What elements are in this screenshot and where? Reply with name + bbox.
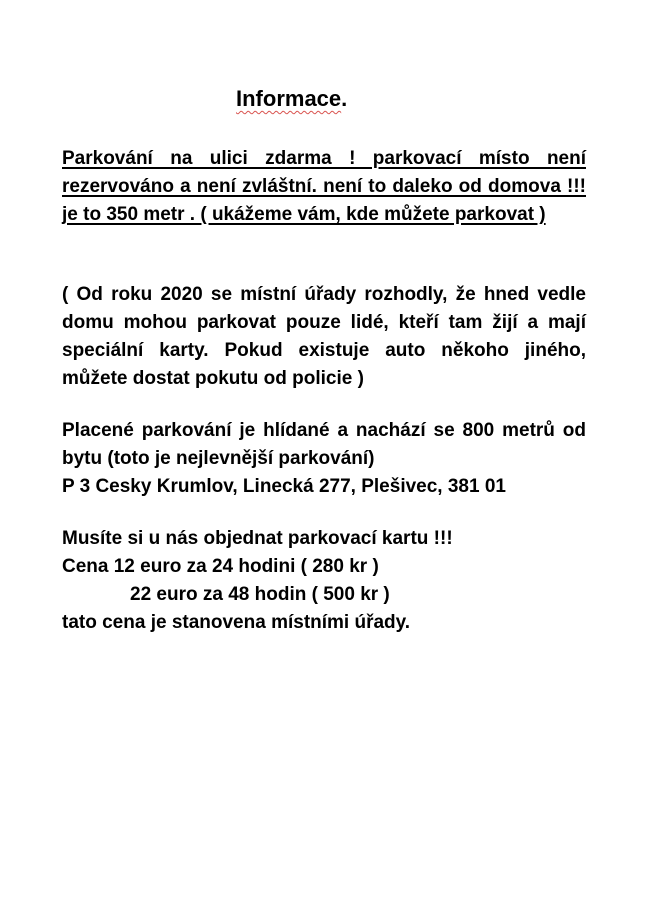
- parking-card-heading: Musíte si u nás objednat parkovací kartu !!!: [62, 528, 453, 549]
- parking-card-section: [62, 525, 586, 637]
- parking-address: P 3 Cesky Krumlov, Linecká 277, Plešivec, 381 01: [62, 476, 506, 497]
- price-line-48h: 22 euro za 48 hodin ( 500 kr ): [130, 584, 390, 605]
- title-period: .: [341, 86, 348, 111]
- page-title: [236, 86, 347, 112]
- paid-parking-section: [62, 417, 586, 501]
- title-word: Informace: [236, 86, 342, 111]
- free-parking-paragraph: Parkování na ulici zdarma ! parkovací místo není rezervováno a není zvláštní. není to daleko od domova !!! je to 350 metr . ( ukážeme vám, kde můžete parkovat ): [62, 148, 586, 225]
- price-note: tato cena je stanovena místními úřady.: [62, 612, 411, 633]
- regulation-paragraph: ( Od roku 2020 se místní úřady rozhodly, že hned vedle domu mohou parkovat pouze lidé, kteří tam žijí a mají speciální karty. Pokud existuje auto někoho jiného, můžete dostat pokutu od policie ): [62, 284, 586, 389]
- price-line-24h: Cena 12 euro za 24 hodini ( 280 kr ): [62, 556, 379, 577]
- paid-parking-paragraph: Placené parkování je hlídané a nachází se 800 metrů od bytu (toto je nejlevnější parkování): [62, 420, 586, 469]
